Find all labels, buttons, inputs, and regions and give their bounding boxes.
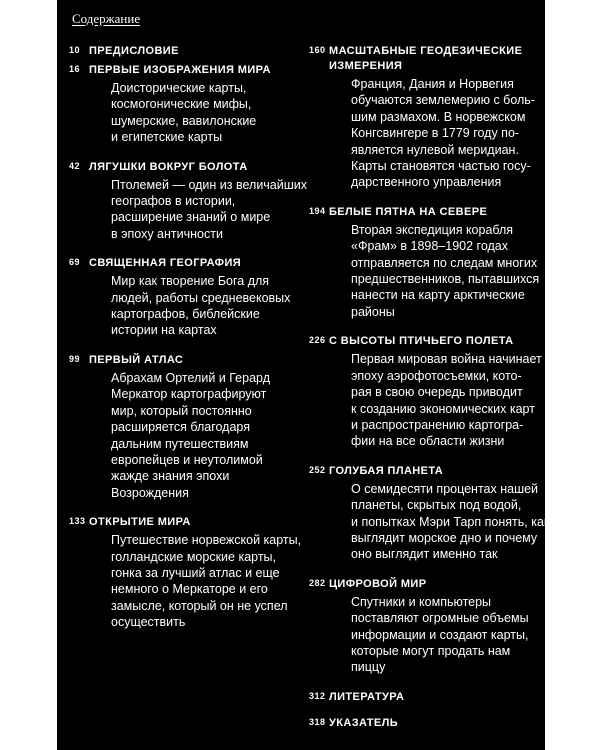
toc-description-line: Мир как творение Бога для (111, 274, 270, 289)
toc-description-line: Франция, Дания и Норвегия (351, 77, 514, 91)
toc-description-line: и попытках Мэри Тарп понять, как (351, 514, 550, 529)
toc-description-line: картографов, библейские (111, 307, 260, 322)
toc-description-line: Меркатор картографируют (111, 387, 267, 402)
toc-description-line: и распространению картогра- (351, 417, 524, 432)
toc-entry[interactable] (309, 464, 550, 563)
toc-description-line: обучаются землемерию с боль- (351, 93, 535, 108)
toc-description (69, 273, 299, 339)
toc-page-number: 312 (309, 690, 326, 701)
toc-description-line: географов в истории, (111, 194, 236, 209)
toc-description-line: нанести на карту арктические (351, 288, 525, 303)
toc-description (69, 370, 299, 501)
toc-entry[interactable] (309, 577, 539, 676)
toc-page-number: 42 (69, 160, 81, 171)
toc-description-line: пиццу (351, 660, 386, 675)
toc-page-number: 226 (309, 335, 326, 346)
toc-description-line: Доисторические карты, (111, 81, 247, 95)
toc-page-number: 160 (309, 45, 326, 55)
toc-page-number: 318 (309, 716, 326, 727)
toc-description-line: космогонические мифы, (111, 97, 252, 112)
toc-description-line: и египетские карты (111, 130, 223, 145)
toc-description (69, 532, 302, 630)
toc-heading: ОТКРЫТИЕ МИРА (89, 516, 191, 529)
toc-description-line: эпоху аэрофотосъемки, кото- (351, 368, 522, 383)
toc-page-number: 10 (69, 45, 81, 55)
toc-page-number: 252 (309, 464, 326, 475)
toc-heading: БЕЛЫЕ ПЯТНА НА СЕВЕРЕ (329, 205, 488, 218)
toc-entry[interactable] (69, 160, 308, 243)
toc-entry[interactable] (69, 515, 302, 630)
toc-description-line: Конгсвингере в 1779 году по- (351, 126, 520, 141)
toc-description (309, 222, 539, 320)
toc-description-line: гонка за лучший атлас и еще (111, 565, 280, 580)
toc-description-line: Первая мировая война начинает (351, 352, 542, 367)
toc-description-line: расширение знаний о мире (111, 210, 271, 225)
toc-description-line: Абрахам Ортелий и Герард (111, 370, 270, 385)
toc-entry[interactable] (69, 256, 299, 339)
toc-description-line: Вторая экспедиция корабля (351, 222, 514, 237)
toc-heading: МАСШТАБНЫЕ ГЕОДЕЗИЧЕСКИЕ ИЗМЕРЕНИЯ (329, 45, 523, 72)
toc-heading: ЛИТЕРАТУРА (329, 690, 405, 703)
toc-entry[interactable] (309, 205, 539, 320)
toc-description-line: жажде знания эпохи (111, 469, 230, 484)
toc-entry[interactable] (309, 334, 542, 449)
toc-description-line: районы (351, 304, 395, 319)
toc-description-line: рая в свою очередь приводит (351, 385, 523, 400)
toc-description-line: шим размахом. В норвежском (351, 109, 526, 124)
toc-page-number: 99 (69, 353, 81, 364)
toc-description-line: оно выглядит именно так (351, 547, 498, 562)
toc-description-line: в эпоху античности (111, 226, 223, 241)
toc-entry[interactable] (69, 353, 299, 501)
toc-heading: УКАЗАТЕЛЬ (329, 716, 399, 729)
toc-description-line: расширяется благодаря (111, 420, 250, 435)
toc-description-line: к созданию экономических карт (351, 401, 535, 416)
toc-description-line: Карты становятся частью госу- (351, 159, 531, 174)
toc-page-number: 16 (69, 64, 81, 74)
toc-description-line: Спутники и компьютеры (351, 594, 492, 609)
toc-description-line: шумерские, вавилонские (111, 113, 257, 128)
toc-page-number: 69 (69, 257, 81, 268)
toc-description-line: дальним путешествиям (111, 436, 249, 451)
toc-description-line: Птолемей — один из величайших (111, 177, 308, 192)
toc-description-line: которые могут продать нам (351, 643, 511, 658)
toc-right-column (309, 34, 550, 731)
toc-description-line: замысле, который он не успел (111, 598, 288, 613)
toc-description-line: отправляется по следам многих (351, 255, 538, 270)
toc-entry[interactable] (69, 44, 299, 59)
toc-description-line: Путешествие норвежской карты, (111, 533, 302, 548)
toc-entry[interactable] (69, 63, 299, 146)
toc-page-number: 194 (309, 205, 326, 216)
toc-description-line: голландские морские карты, (111, 549, 277, 564)
toc-description-line: информации и создают карты, (351, 627, 529, 642)
toc-heading: С ВЫСОТЫ ПТИЧЬЕГО ПОЛЕТА (329, 335, 514, 348)
toc-description (309, 351, 542, 449)
toc-heading: ЛЯГУШКИ ВОКРУГ БОЛОТА (89, 160, 248, 173)
toc-description-line: планеты, скрытых под водой, (351, 498, 522, 513)
toc-description (309, 76, 539, 191)
toc-description (309, 481, 550, 563)
toc-page-number: 282 (309, 577, 326, 588)
toc-description-line: «Фрам» в 1898–1902 годах (351, 239, 508, 254)
toc-description-line: людей, работы средневековых (111, 290, 291, 305)
toc-left-column (69, 34, 308, 645)
toc-heading: СВЯЩЕННАЯ ГЕОГРАФИЯ (89, 257, 242, 270)
toc-heading: ЦИФРОВОЙ МИР (329, 577, 427, 590)
toc-description-line: поставляют огромные объемы (351, 611, 529, 626)
toc-heading: ПЕРВЫЙ АТЛАС (89, 353, 184, 366)
toc-description (69, 177, 308, 243)
toc-description-line: истории на картах (111, 323, 217, 338)
toc-description-line: выглядит морское дно и почему (351, 530, 538, 545)
toc-entry[interactable] (309, 690, 539, 705)
toc-description (309, 594, 539, 676)
toc-description-line: европейцев и неутолимой (111, 452, 263, 467)
toc-title: Содержание (72, 11, 141, 26)
toc-description-line: мир, который постоянно (111, 403, 252, 418)
toc-page-number: 133 (69, 516, 86, 527)
toc-description-line: Возрождения (111, 485, 189, 500)
toc-description-line: фии на все области жизни (351, 434, 505, 449)
toc-description (69, 80, 299, 146)
toc-page (57, 0, 550, 750)
toc-heading: ПРЕДИСЛОВИЕ (89, 45, 179, 57)
toc-description-line: является нулевой меридиан. (351, 142, 519, 157)
toc-description-line: осуществить (111, 615, 186, 630)
toc-entry[interactable] (309, 44, 539, 191)
toc-description-line: немного о Меркаторе и его (111, 582, 268, 597)
toc-heading: ПЕРВЫЕ ИЗОБРАЖЕНИЯ МИРА (89, 64, 271, 76)
toc-description-line: дарственного управления (351, 175, 502, 190)
toc-heading: ГОЛУБАЯ ПЛАНЕТА (329, 464, 444, 477)
toc-description-line: предшественников, пытавшихся (351, 272, 540, 287)
toc-entry[interactable] (309, 716, 539, 731)
toc-description-line: О семидесяти процентах нашей (351, 481, 539, 496)
